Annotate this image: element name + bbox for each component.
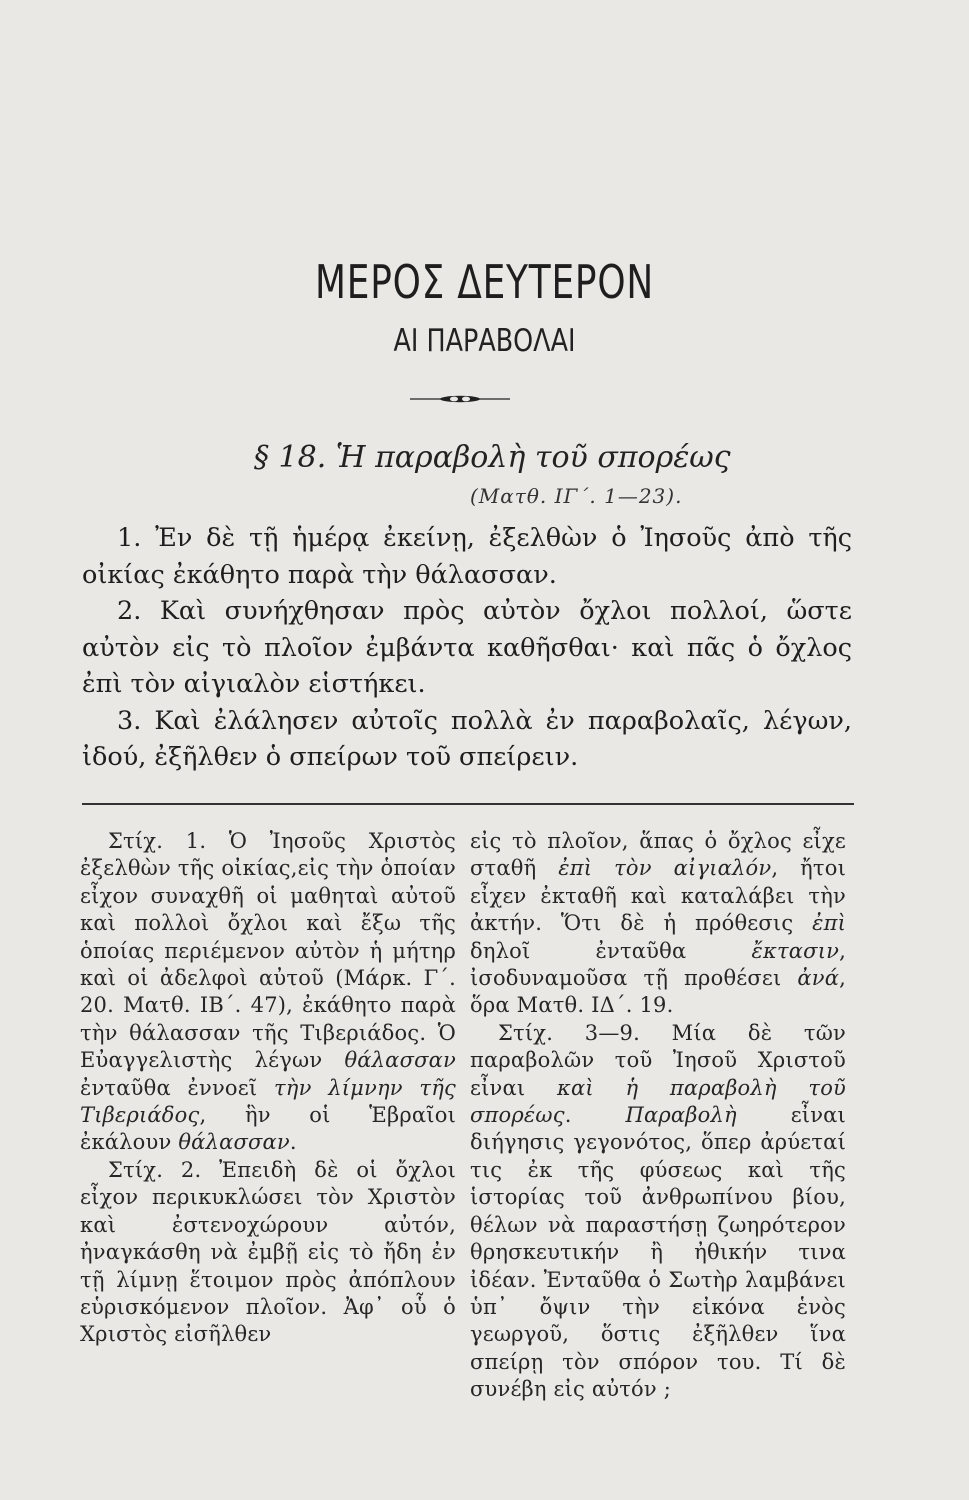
- ornamental-flourish-icon: [410, 392, 510, 406]
- italic-term: ἐπὶ: [812, 911, 846, 936]
- text-run: , ὅρα Ματθ. ΙΔ΄. 19.: [470, 966, 846, 1018]
- commentary-left-column: [80, 828, 456, 1349]
- text-run: ἐνταῦθα ἐννοεῖ: [80, 1075, 274, 1100]
- text-run: δηλοῖ ἐνταῦθα: [470, 938, 752, 963]
- scripture-verses: [82, 520, 852, 776]
- text-run: , ἤτοι εἶχεν ἐκταθῆ καὶ καταλάβει τὴν ἀκτήν. Ὅτι δὲ ἡ πρόθεσις: [470, 856, 847, 936]
- commentary-paragraph: [80, 828, 456, 1157]
- italic-term: θάλασσαν: [344, 1048, 456, 1073]
- verse-1: 1. Ἐν δὲ τῇ ἡμέρᾳ ἐκείνῃ, ἐξελθὼν ὁ Ἰησοῦς ἀπὸ τῆς οἰκίας ἐκάθητο παρὰ τὴν θάλασσαν.: [82, 523, 852, 590]
- verse-2: 2. Καὶ συνήχθησαν πρὸς αὐτὸν ὄχλοι πολλοί, ὥστε αὐτὸν εἰς τὸ πλοῖον ἐμβάντα καθῆσθαι· καὶ πᾶς ὁ ὄχλος ἐπὶ τὸν αἰγιαλὸν εἱστήκει.: [82, 596, 852, 699]
- text-run: , ἰσοδυναμοῦσα τῇ προθέσει: [470, 938, 846, 991]
- commentary-right-column: [470, 828, 846, 1404]
- italic-term: ἔκτασιν: [751, 938, 840, 963]
- italic-term: καὶ ἡ παραβολὴ τοῦ σπορέως: [470, 1075, 847, 1128]
- commentary-paragraph: Στίχ. 2. Ἐπειδὴ δὲ οἱ ὄχλοι εἶχον περικυκλώσει τὸν Χριστὸν καὶ ἐστενοχώρουν αὐτόν, ἠναγκάσθη νὰ ἐμβῇ εἰς τὸ ἤδη ἐν τῇ λίμνῃ ἕτοιμον πρὸς ἀπόπλουν εὑρισκόμενον πλοῖον. Ἀφ᾿ οὗ ὁ Χριστὸς εἰσῆλθεν: [80, 1157, 456, 1347]
- text-run: Στίχ. 3—9. Μία δὲ τῶν παραβολῶν τοῦ Ἰησοῦ Χριστοῦ εἶναι: [470, 1020, 846, 1100]
- text-run: Στίχ. 1. Ὁ Ἰησοῦς Χριστὸς ἐξελθὼν τῆς οἰκίας,εἰς τὴν ὁποίαν εἶχον συναχθῆ οἱ μαθηταὶ αὐτοῦ καὶ πολλοὶ ὄχλοι καὶ ἔξω τῆς ὁποίας περιέμενον αὐτὸν ἡ μήτηρ καὶ οἱ ἀδελφοὶ αὐτοῦ (Μάρκ. Γ΄. 20. Ματθ. ΙΒ΄. 47), ἐκάθητο παρὰ τὴν θάλασσαν τῆς Τιβεριάδος. Ὁ Εὐαγγελιστὴς λέγων: [80, 829, 456, 1073]
- part-title: ΜΕΡΟΣ ΔΕΥΤΕΡΟΝ: [315, 255, 654, 309]
- italic-term: ἀνά: [797, 966, 840, 991]
- section-heading: § 18. Ἡ παραβολὴ τοῦ σπορέως: [254, 440, 731, 475]
- commentary-paragraph: [470, 1020, 846, 1404]
- italic-term: θάλασσαν: [178, 1130, 290, 1155]
- text-run: .: [564, 1103, 626, 1128]
- italic-term: Παραβολὴ: [625, 1103, 737, 1128]
- italic-term: ἐπὶ τὸν αἰγιαλόν: [558, 856, 772, 881]
- divider-rule: [82, 803, 854, 805]
- text-run: εἰς τὸ πλοῖον, ἅπας ὁ ὄχλος εἶχε σταθῆ: [470, 829, 846, 881]
- text-run: εἶναι διήγησις γεγονότος, ὅπερ ἀρύεταί τις ἐκ τῆς φύσεως καὶ τῆς ἱστορίας τοῦ ἀνθρωπίνου βίου, θέλων νὰ παραστήσῃ ζωηρότερον θρησκευτικήν ἢ ἠθικήν τινα ἰδέαν. Ἐνταῦθα ὁ Σωτὴρ λαμβάνει ὑπ᾿ ὄψιν τὴν εἰκόνα ἑνὸς γεωργοῦ, ὅστις ἐξῆλθεν ἵνα σπείρῃ τὸν σπόρον του. Τί δὲ συνέβη εἰς αὐτόν ;: [470, 1103, 846, 1402]
- commentary-paragraph: [470, 828, 846, 1020]
- section-reference: (Ματθ. ΙΓ΄. 1—23).: [470, 484, 683, 508]
- sub-title: ΑΙ ΠΑΡΑΒΟΛΑΙ: [393, 323, 576, 359]
- italic-term: τὴν λίμνην τῆς Τιβεριάδος: [80, 1075, 456, 1128]
- text-run: .: [289, 1130, 297, 1155]
- text-run: , ἣν οἱ Ἑβραῖοι ἐκάλουν: [80, 1103, 456, 1155]
- verse-3: 3. Καὶ ἐλάλησεν αὐτοῖς πολλὰ ἐν παραβολαῖς, λέγων, ἰδού, ἐξῆλθεν ὁ σπείρων τοῦ σπείρειν.: [82, 705, 852, 772]
